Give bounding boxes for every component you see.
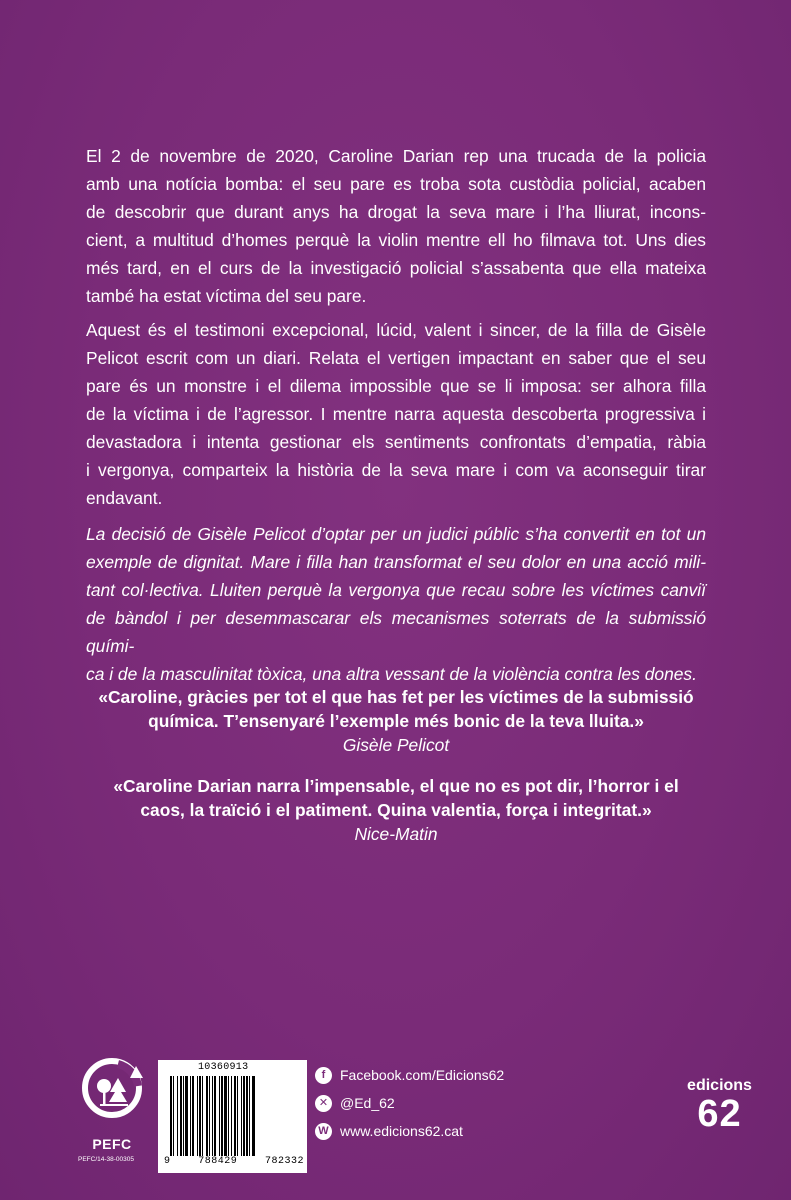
text-line: amb una notícia bomba: el seu pare es troba sota custòdia policial, acaben	[86, 174, 706, 194]
quote-line: caos, la traïció i el patiment. Quina valentia, força i integritat.»	[140, 800, 652, 820]
web-icon: W	[315, 1123, 332, 1140]
text-line: també ha estat víctima del seu pare.	[86, 286, 367, 306]
facebook-icon: f	[315, 1067, 332, 1084]
barcode-digit-group: 782332	[264, 1156, 304, 1167]
text-line: La decisió de Gisèle Pelicot d’optar per un judici públic s’ha convertit en tot un	[86, 524, 706, 544]
barcode-bars	[170, 1076, 298, 1156]
social-facebook-text: Facebook.com/Edicions62	[340, 1067, 505, 1083]
text-line: i vergonya, comparteix la història de la seva mare i com va aconseguir tirar	[86, 460, 706, 480]
barcode-top-number: 10360913	[198, 1062, 249, 1073]
quote-line: química. T’ensenyaré l’exemple més bonic de la teva lluita.»	[148, 711, 644, 731]
barcode-digits	[164, 1156, 304, 1167]
pefc-code: PEFC/14-38-00305	[78, 1156, 135, 1163]
publisher-word: edicions	[687, 1077, 752, 1094]
text-line: més tard, en el curs de la investigació policial s’assabenta que ella mateixa	[86, 258, 706, 278]
synopsis-paragraph-2	[86, 316, 706, 512]
text-line: endavant.	[86, 488, 163, 508]
barcode-digit-group: 9	[164, 1156, 171, 1167]
barcode-digit-group: 788429	[198, 1156, 238, 1167]
blurb-quote-1	[86, 685, 706, 757]
text-line: El 2 de novembre de 2020, Caroline Darian rep una trucada de la policia	[86, 146, 706, 166]
social-links	[315, 1063, 504, 1147]
text-line: de la víctima i de l’agressor. I mentre narra aquesta descoberta progressiva i	[86, 404, 706, 424]
social-x-text: @Ed_62	[340, 1095, 395, 1111]
publisher-logo	[672, 1077, 767, 1133]
synopsis-paragraph-1	[86, 142, 706, 310]
text-line: Aquest és el testimoni excepcional, lúcid, valent i sincer, de la filla de Gisèle	[86, 320, 706, 340]
text-line: de descobrir que durant anys ha drogat la seva mare i l’ha lliurat, incons-	[86, 202, 706, 222]
quote-line: «Caroline, gràcies per tot el que has fet per les víctimes de la submissió	[98, 687, 694, 707]
text-line: de bàndol i per desemmascarar els mecanismes soterrats de la submissió quími-	[86, 608, 706, 656]
quote-author: Gisèle Pelicot	[342, 735, 450, 755]
pefc-label: PEFC	[92, 1136, 132, 1152]
blurb-quote-2	[86, 774, 706, 846]
text-line: Pelicot escrit com un diari. Relata el vertigen impactant en saber que el seu	[86, 348, 706, 368]
barcode-bar	[255, 1076, 256, 1156]
social-x	[315, 1091, 504, 1115]
quote-line: «Caroline Darian narra l’impensable, el que no es pot dir, l’horror i el	[113, 776, 679, 796]
pefc-logo	[78, 1056, 144, 1163]
isbn-barcode	[158, 1060, 307, 1173]
quote-author: Nice-Matin	[354, 824, 438, 844]
text-line: ca i de la masculinitat tòxica, una altra vessant de la violència contra les dones.	[86, 664, 697, 684]
pefc-tree-icon	[80, 1056, 144, 1134]
social-web	[315, 1119, 504, 1143]
text-line: tant col·lectiva. Lluiten perquè la vergonya que recau sobre les víctimes canviï	[86, 580, 706, 600]
text-line: pare és un monstre i el dilema impossible que se li imposa: ser alhora filla	[86, 376, 706, 396]
text-line: exemple de dignitat. Mare i filla han transformat el seu dolor en una acció mili-	[86, 552, 706, 572]
publisher-number: 62	[697, 1093, 742, 1135]
x-icon: ✕	[315, 1095, 332, 1112]
text-line: cient, a multitud d’homes perquè la violin mentre ell ho filmava tot. Uns dies	[86, 230, 706, 250]
synopsis-paragraph-italic	[86, 520, 706, 688]
social-web-text: www.edicions62.cat	[340, 1123, 463, 1139]
text-line: devastadora i intenta gestionar els sentiments confrontats d’empatia, ràbia	[86, 432, 706, 452]
social-facebook	[315, 1063, 504, 1087]
